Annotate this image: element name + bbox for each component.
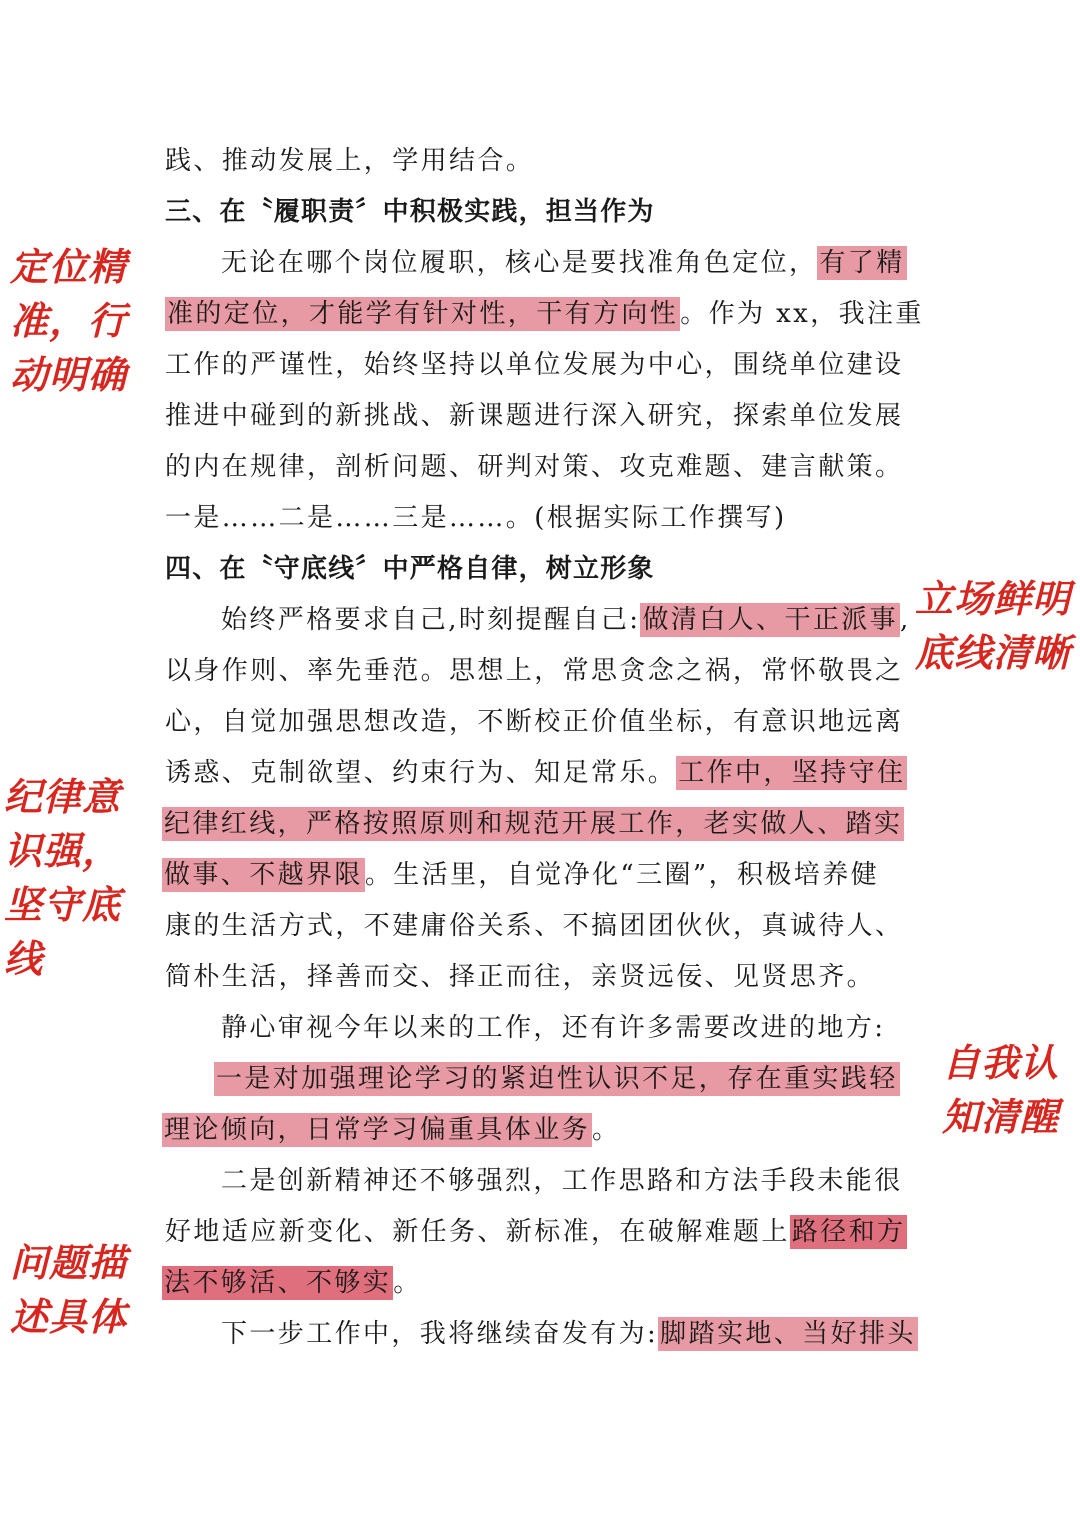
text-line: 二是创新精神还不够强烈，工作思路和方法手段未能很 [221,1166,903,1196]
text-line: 推进中碰到的新挑战、新课题进行深入研究，探索单位发展 [165,401,904,431]
text-line: 工作的严谨性，始终坚持以单位发展为中心，围绕单位建设 [165,350,904,380]
text-line: 下一步工作中，我将继续奋发有为:脚踏实地、当好排头 [221,1319,916,1349]
highlight: 脚踏实地、当好排头 [660,1319,916,1349]
highlight: 路径和方 [791,1217,906,1247]
highlight: 工作中，坚持守住 [678,758,906,788]
margin-note: 纪律意识强，坚守底线 [4,775,122,981]
text-line: 静心审视今年以来的工作，还有许多需要改进的地方: [221,1013,886,1043]
margin-note: 定位精准，行动明确 [10,245,128,397]
highlight: 一是对加强理论学习的紧迫性认识不足，存在重实践轻 [216,1064,898,1094]
text-line: 心，自觉加强思想改造，不断校正价值坐标，有意识地远离 [165,707,904,737]
text-line: 的内在规律，剖析问题、研判对策、攻克难题、建言献策。 [165,452,904,482]
text-line: 简朴生活，择善而交、择正而往，亲贤远佞、见贤思齐。 [165,962,876,992]
margin-note: 立场鲜明底线清晰 [915,577,1072,675]
highlight: 法不够活、不够实 [164,1268,392,1298]
highlight: 做清白人、干正派事 [642,605,899,635]
text-line: 一是……二是……三是……。(根据实际工作撰写) [165,503,787,533]
section-heading: 四、在〝守底线〞中严格自律，树立形象 [165,554,655,584]
text-line [162,806,904,846]
text-line: 准的定位，才能学有针对性，干有方向性。作为 xx，我注重 [167,299,924,329]
section-heading: 三、在〝履职责〞中积极实践，担当作为 [165,197,655,227]
text-line: 诱惑、克制欲望、约束行为、知足常乐。工作中，坚持守住 [165,758,906,788]
highlight: 纪律红线，严格按照原则和规范开展工作，老实做人、踏实 [164,809,903,839]
text-line: 康的生活方式，不建庸俗关系、不搞团团伙伙，真诚待人、 [165,911,904,941]
text-line: 无论在哪个岗位履职，核心是要找准角色定位，有了精 [221,248,905,278]
text-line: 理论倾向，日常学习偏重具体业务。 [164,1115,621,1145]
highlight: 准的定位，才能学有针对性，干有方向性 [167,299,679,329]
highlight: 有了精 [819,248,905,278]
text-line: 以身作则、率先垂范。思想上，常思贪念之祸，常怀敬畏之 [165,656,904,686]
text-line: 始终严格要求自己,时刻提醒自己:做清白人、干正派事, [221,605,911,635]
text-line: 法不够活、不够实。 [164,1268,422,1298]
text-line: 好地适应新变化、新任务、新标准，在破解难题上路径和方 [165,1217,906,1247]
text-line: 做事、不越界限。生活里，自觉净化“三圈”，积极培养健 [164,860,879,890]
highlight: 理论倾向，日常学习偏重具体业务 [164,1115,591,1145]
highlight: 做事、不越界限 [164,860,363,890]
text-line: 践、推动发展上，学用结合。 [165,146,535,176]
text-line [214,1061,900,1101]
margin-note: 自我认知清醒 [942,1041,1060,1139]
margin-note: 问题描述具体 [10,1241,128,1339]
